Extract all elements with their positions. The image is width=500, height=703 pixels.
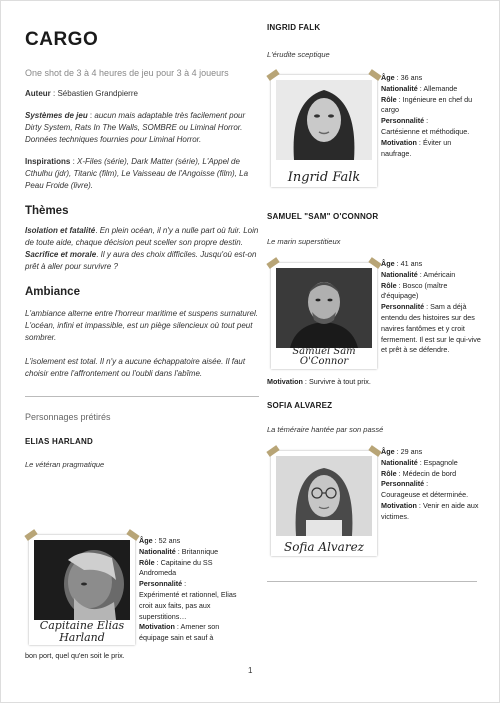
personality-label: Personnalité: [381, 479, 425, 489]
signature-sam: Samuel Sam O'Connor: [292, 346, 356, 367]
signature-sofia: Sofia Alvarez: [283, 540, 364, 554]
info-sofia: Âge : 29 ans Nationalité : Espagnole Rôle : Médecin de bord Personnalité : Courageuse et déterminée. Motivation : Venir en aide aux victimes.: [381, 447, 481, 523]
motivation-label: Motivation: [381, 137, 417, 147]
nationality-value: Allemande: [423, 83, 458, 93]
personality-value: Expérimenté et rationnel, Elias croit aux faits, pas aux superstitions…: [139, 589, 237, 621]
nationality-value: Britannique: [181, 546, 219, 556]
character-name-elias: ELIAS HARLAND: [25, 437, 93, 446]
polaroid-ingrid: [271, 75, 377, 187]
age-value: 41 ans: [400, 259, 423, 268]
character-tagline-ingrid: L'érudite sceptique: [267, 50, 330, 59]
polaroid-sam: [271, 263, 377, 369]
theme2-text: Il y aura des choix difficiles. Jusqu'où est-on prêt à aller pour survivre ?: [25, 250, 257, 271]
ambiance-paragraph-1: [25, 308, 259, 344]
role-label: Rôle: [381, 280, 397, 290]
nationality-label: Nationalité: [381, 269, 418, 279]
age-label: Âge: [381, 73, 395, 82]
character-tagline-sam: Le marin superstitieux: [267, 237, 341, 246]
inspirations-paragraph: Inspirations : X-Files (série), Dark Matter (série), L'Appel de Cthulhu (jdr), Titanic (film), Le Vaisseau de l'Angoisse (film), La Peau Froide (livre).: [25, 157, 249, 190]
motivation-label: Motivation: [139, 622, 175, 632]
age-value: 29 ans: [400, 447, 423, 456]
author-label: Auteur: [25, 89, 51, 98]
author-value: Sébastien Grandpierre: [57, 89, 138, 98]
nationality-label: Nationalité: [139, 546, 176, 556]
personality-value: Courageuse et déterminée.: [381, 490, 469, 500]
info-elias: Âge : 52 ans Nationalité : Britannique Rôle : Capitaine du SS Andromeda Personnalité : Expérimenté et rationnel, Elias croit aux faits, pas aux superstitions… Motivation : Amener son équipage sain et sauf à: [139, 536, 239, 644]
age-value: 52 ans: [158, 536, 181, 545]
document-subtitle: One shot de 3 à 4 heures de jeu pour 3 à 4 joueurs: [25, 68, 229, 78]
characters-heading: Personnages prétirés: [25, 412, 111, 422]
info-ingrid: Âge : 36 ans Nationalité : Allemande Rôle : Ingénieure en chef du cargo Personnalité : Cartésienne et méthodique. Motivation : Éviter un naufrage.: [381, 73, 481, 159]
inspirations-text: X-Files (série), Dark Matter (série), L'Appel de Cthulhu (jdr), Titanic (film), Le Vaisseau de l'Angoisse (film), La Peau Froide (livre).: [25, 157, 249, 190]
section-divider: [25, 396, 259, 397]
nationality-label: Nationalité: [381, 83, 418, 93]
role-value: Bosco (maître d'équipage): [381, 280, 448, 301]
character-name-sam: SAMUEL "SAM" O'CONNOR: [267, 212, 379, 221]
inspirations-label: Inspirations: [25, 157, 71, 166]
polaroid-elias: [29, 535, 135, 645]
ambiance-paragraph-2: [25, 356, 259, 380]
nationality-value: Espagnole: [423, 457, 458, 467]
right-divider: [267, 581, 477, 582]
motivation-line-sam: Motivation : Survivre à tout prix.: [267, 377, 371, 386]
portrait-sam: [276, 268, 372, 348]
ambiance-heading: Ambiance: [25, 286, 80, 298]
personality-label: Personnalité: [381, 116, 425, 126]
systems-paragraph: Systèmes de jeu : aucun mais adaptable très facilement pour Dirty System, Rats In The Walls, SOMBRE ou Liminal Horror. Données techniques fournies pour Liminal Horror.: [25, 111, 246, 144]
motivation-label: Motivation: [381, 500, 417, 510]
character-name-sofia: SOFIA ALVAREZ: [267, 401, 333, 410]
motivation-continued-elias: bon port, quel qu'en soit le prix.: [25, 651, 125, 660]
author-line: Auteur : Sébastien Grandpierre: [25, 89, 138, 98]
personality-label: Personnalité: [381, 302, 425, 312]
motivation-value: Éviter un naufrage.: [381, 137, 452, 158]
themes-paragraph: Isolation et fatalité. En plein océan, il n'y a nulle part où fuir. Loin de toute aide, chaque décision peut sceller son propre destin. Sacrifice et morale. Il y aura des choix difficiles. Jusqu'où est-on prêt à aller pour survivre ?: [25, 226, 259, 271]
signature-ingrid: Ingrid Falk: [287, 170, 361, 185]
theme2-label: Sacrifice et morale: [25, 250, 97, 259]
motivation-value: Survivre à tout prix.: [308, 377, 371, 386]
role-label: Rôle: [139, 557, 155, 567]
polaroid-sofia: [271, 451, 377, 556]
character-tagline-sofia: La téméraire hantée par son passé: [267, 425, 384, 434]
role-value: Médecin de bord: [402, 468, 457, 478]
right-column: [267, 23, 481, 59]
ambiance-text-1: L'ambiance alterne entre l'horreur maritime et suspens surnaturel. L'océan, infini et impassible, est un piège silencieux où tout peut sombrer.: [25, 309, 258, 342]
document-title: CARGO: [25, 29, 99, 50]
personality-value: Cartésienne et méthodique.: [381, 126, 470, 136]
info-sam: Âge : 41 ans Nationalité : Américain Rôle : Bosco (maître d'équipage) Personnalité : Sam a déjà entendu des histoires sur des navires fantômes et y croit fermement. Il est sur le qui-vive et prêt à se défendre.: [381, 259, 481, 355]
personality-label: Personnalité: [139, 579, 183, 589]
age-label: Âge: [381, 447, 395, 456]
theme1-text: En plein océan, il n'y a nulle part où fuir. Loin de toute aide, chaque décision peut sceller son propre destin.: [25, 226, 259, 247]
role-value: Ingénieure en chef du cargo: [381, 94, 473, 115]
systems-text: aucun mais adaptable très facilement pour Dirty System, Rats In The Walls, SOMBRE ou Liminal Horror. Données techniques fournies pour Liminal Horror.: [25, 111, 246, 144]
role-value: Capitaine du SS Andromeda: [139, 557, 213, 578]
age-value: 36 ans: [400, 73, 423, 82]
portrait-ingrid: [276, 80, 372, 160]
age-label: Âge: [139, 536, 153, 545]
motivation-value: Amener son équipage sain et sauf à: [139, 622, 220, 643]
personality-value: Sam a déjà entendu des histoires sur des navires fantômes et y croit fermement. Il est sur le qui-vive et prêt à se défendre.: [381, 302, 481, 355]
page-number: 1: [248, 666, 253, 675]
age-label: Âge: [381, 259, 395, 268]
motivation-label: Motivation: [267, 377, 303, 386]
left-column: [25, 29, 259, 469]
nationality-value: Américain: [423, 269, 456, 279]
ambiance-text-2: L'isolement est total. Il n'y a aucune échappatoire aisée. Il faut choisir entre l'affrontement ou l'oubli dans l'abîme.: [25, 357, 246, 378]
systems-label: Systèmes de jeu: [25, 111, 88, 120]
portrait-sofia: [276, 456, 372, 536]
character-name-ingrid: INGRID FALK: [267, 23, 321, 32]
signature-elias: Capitaine Elias Harland: [39, 619, 125, 644]
nationality-label: Nationalité: [381, 457, 418, 467]
role-label: Rôle: [381, 94, 397, 104]
role-label: Rôle: [381, 468, 397, 478]
character-tagline-elias: Le vétéran pragmatique: [25, 460, 105, 469]
portrait-elias: [34, 540, 130, 620]
themes-heading: Thèmes: [25, 205, 69, 217]
motivation-value: Venir en aide aux victimes.: [381, 500, 479, 521]
theme1-label: Isolation et fatalité: [25, 226, 96, 235]
